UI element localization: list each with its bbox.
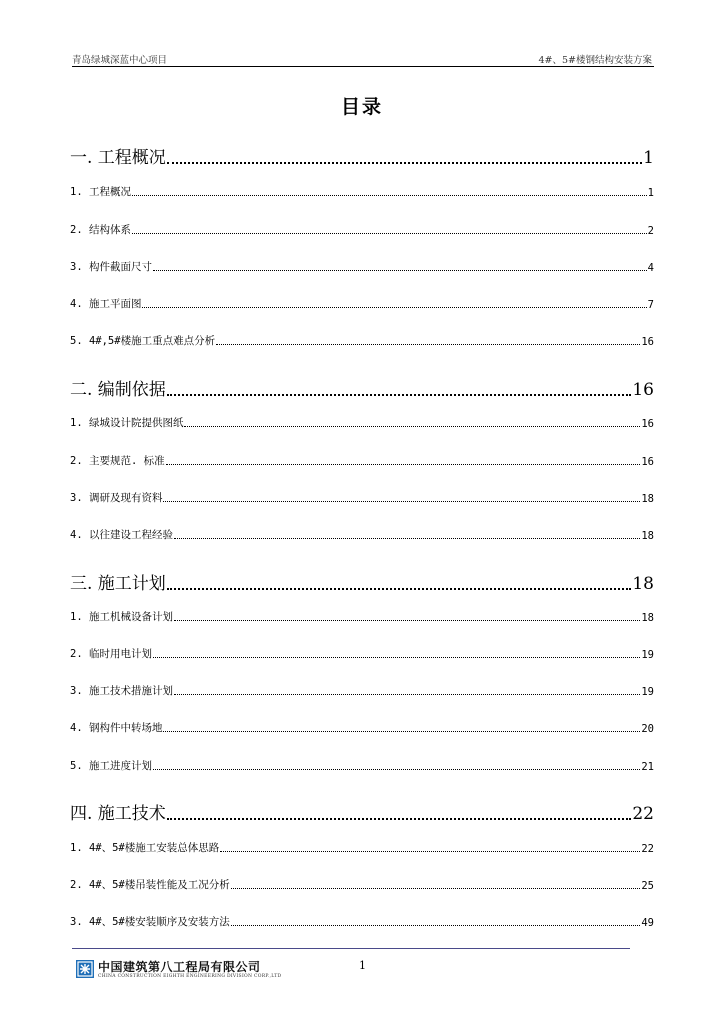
toc-entry-page: 4 <box>647 262 654 274</box>
toc-subsection-entry[interactable] <box>70 415 654 430</box>
toc-subsection-entry[interactable] <box>70 527 654 542</box>
toc-subsection-entry[interactable] <box>70 646 654 661</box>
toc-subsection-entry[interactable] <box>70 683 654 698</box>
toc-dot-leader <box>167 588 632 590</box>
toc-section-entry[interactable] <box>70 143 654 168</box>
toc-subsection-entry[interactable] <box>70 877 654 892</box>
toc-entry-page: 25 <box>641 880 654 892</box>
toc-dot-leader <box>163 501 640 502</box>
footer-company-name: 中国建筑第八工程局有限公司 <box>98 960 261 974</box>
toc-entry-page: 20 <box>641 723 654 735</box>
toc-subsection-entry[interactable] <box>70 490 654 505</box>
toc-entry-page: 18 <box>641 493 654 505</box>
toc-subsection-entry[interactable] <box>70 758 654 773</box>
toc-dot-leader <box>174 538 640 539</box>
toc-entry-label: 二. 编制依据 <box>70 380 166 400</box>
toc-entry-page: 16 <box>641 336 654 348</box>
toc-entry-label: 3. 调研及现有资料 <box>70 492 163 504</box>
footer-page-number: 1 <box>359 959 366 972</box>
toc-entry-page: 21 <box>641 761 654 773</box>
toc-entry-label: 一. 工程概况 <box>70 148 166 168</box>
header-project-name: 青岛绿城深蓝中心项目 <box>72 55 168 66</box>
toc-dot-leader <box>166 464 641 465</box>
toc-entry-page: 49 <box>641 917 654 929</box>
page-header <box>72 51 654 67</box>
toc-entry-page: 2 <box>647 225 654 237</box>
toc-dot-leader <box>216 344 640 345</box>
toc-dot-leader <box>132 233 647 234</box>
toc-subsection-entry[interactable] <box>70 720 654 735</box>
toc-subsection-entry[interactable] <box>70 222 654 237</box>
toc-title: 目录 <box>340 96 383 118</box>
toc-subsection-entry[interactable] <box>70 296 654 311</box>
toc-entry-label: 1. 绿城设计院提供图纸 <box>70 417 184 429</box>
toc-entry-page: 16 <box>641 418 654 430</box>
toc-dot-leader <box>142 307 646 308</box>
toc-dot-leader <box>153 769 640 770</box>
toc-entry-label: 1. 施工机械设备计划 <box>70 611 173 623</box>
toc-dot-leader <box>167 162 642 164</box>
toc-dot-leader <box>153 657 640 658</box>
toc-subsection-entry[interactable] <box>70 609 654 624</box>
footer-company-name-en: CHINA CONSTRUCTION EIGHTH ENGINEERING DIVISION CORP.,LTD <box>98 974 282 979</box>
footer-rule <box>72 948 630 949</box>
toc-subsection-entry[interactable] <box>70 453 654 468</box>
toc-entry-label: 4. 钢构件中转场地 <box>70 722 163 734</box>
toc-entry-label: 5. 施工进度计划 <box>70 760 152 772</box>
toc-entry-page: 18 <box>641 530 654 542</box>
toc-entry-label: 4. 以往建设工程经验 <box>70 529 173 541</box>
toc-entry-page: 1 <box>643 148 654 168</box>
toc-entry-page: 18 <box>641 612 654 624</box>
toc-entry-label: 三. 施工计划 <box>70 574 166 594</box>
toc-section-entry[interactable] <box>70 799 654 824</box>
toc-dot-leader <box>231 888 641 889</box>
toc-dot-leader <box>153 270 647 271</box>
toc-entry-page: 16 <box>641 456 654 468</box>
toc-section-entry[interactable] <box>70 375 654 400</box>
toc-subsection-entry[interactable] <box>70 184 654 199</box>
toc-entry-label: 四. 施工技术 <box>70 804 166 824</box>
toc-entry-label: 4. 施工平面图 <box>70 298 142 310</box>
toc-entry-label: 2. 主要规范. 标准 <box>70 455 165 467</box>
toc-dot-leader <box>167 818 632 820</box>
toc-entry-page: 19 <box>641 686 654 698</box>
toc-entry-label: 1. 工程概况 <box>70 186 131 198</box>
toc-entry-label: 2. 临时用电计划 <box>70 648 152 660</box>
cscec-logo-icon <box>76 960 94 978</box>
toc-subsection-entry[interactable] <box>70 333 654 348</box>
toc-entry-label: 1. 4#、5#楼施工安装总体思路 <box>70 842 220 854</box>
toc-entry-page: 7 <box>647 299 654 311</box>
toc-dot-leader <box>163 731 640 732</box>
toc-dot-leader <box>220 851 640 852</box>
toc-entry-label: 5. 4#,5#楼施工重点难点分析 <box>70 335 216 347</box>
toc-dot-leader <box>231 925 641 926</box>
toc-entry-label: 3. 施工技术措施计划 <box>70 685 173 697</box>
toc-entry-label: 3. 构件截面尺寸 <box>70 261 152 273</box>
toc-entry-page: 16 <box>632 380 654 400</box>
toc-entry-label: 2. 4#、5#楼吊装性能及工况分析 <box>70 879 230 891</box>
toc-dot-leader <box>167 394 632 396</box>
toc-subsection-entry[interactable] <box>70 914 654 929</box>
toc-entry-page: 18 <box>632 574 654 594</box>
toc-dot-leader <box>174 694 640 695</box>
toc-dot-leader <box>132 195 647 196</box>
toc-entry-page: 1 <box>647 187 654 199</box>
header-document-name: 4#、5#楼钢结构安装方案 <box>538 55 652 66</box>
toc-entry-page: 22 <box>632 804 654 824</box>
toc-section-entry[interactable] <box>70 569 654 594</box>
toc-entry-label: 3. 4#、5#楼安装顺序及安装方法 <box>70 916 230 928</box>
toc-dot-leader <box>184 426 640 427</box>
toc-subsection-entry[interactable] <box>70 259 654 274</box>
toc-dot-leader <box>174 620 640 621</box>
toc-entry-page: 22 <box>641 843 654 855</box>
toc-entry-page: 19 <box>641 649 654 661</box>
toc-subsection-entry[interactable] <box>70 840 654 855</box>
toc-entry-label: 2. 结构体系 <box>70 224 131 236</box>
